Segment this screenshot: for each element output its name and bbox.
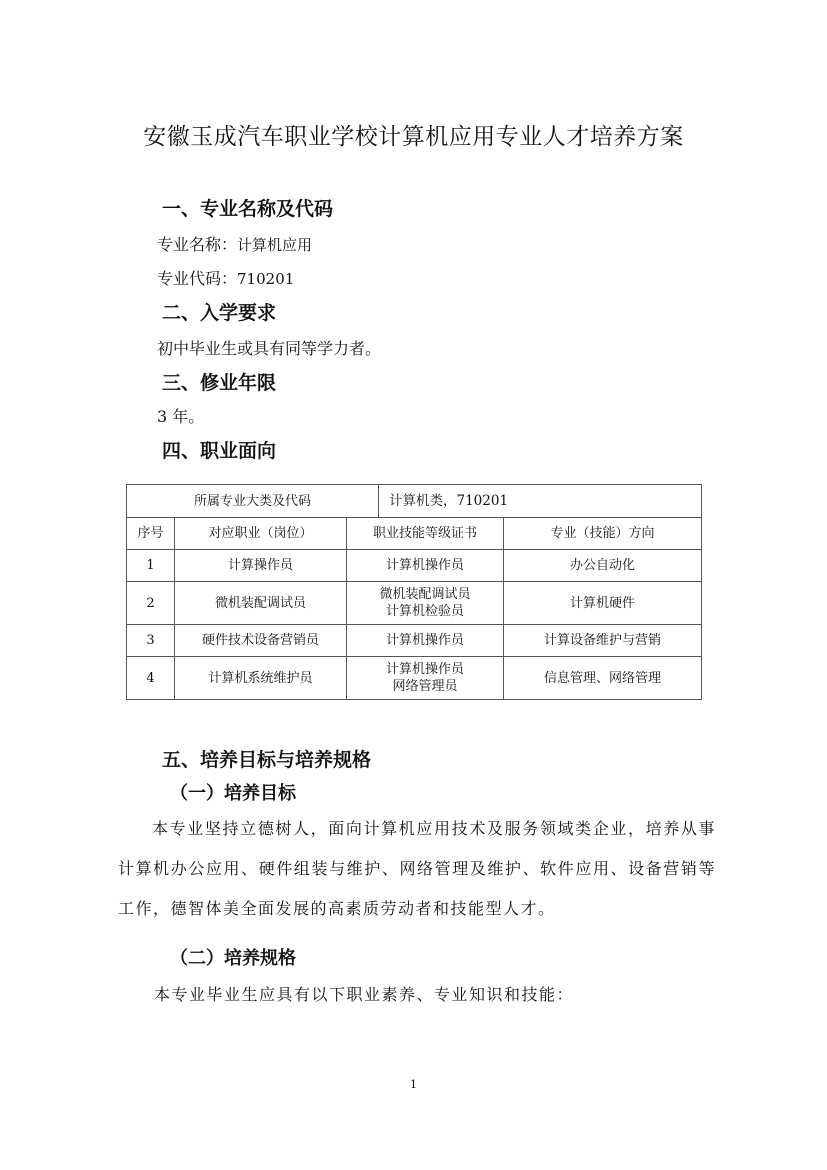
row-no: 3: [127, 625, 175, 657]
row-direction: 办公自动化: [504, 550, 702, 582]
row-cert: [347, 657, 504, 700]
row-job: 硬件技术设备营销员: [175, 625, 347, 657]
table-row: [127, 657, 702, 700]
row-direction: 计算机硬件: [504, 582, 702, 625]
occupation-table-body: [126, 484, 702, 700]
row-cert-1: 计算机操作员: [385, 558, 464, 573]
category-value-cell: 计算机类，710201: [379, 485, 702, 518]
row-job: 计算操作员: [175, 550, 347, 582]
row-cert-2: 网络管理员: [392, 679, 458, 694]
row-no: 4: [127, 657, 175, 700]
section-1-heading: 一、专业名称及代码: [162, 198, 334, 220]
table-row: [127, 625, 702, 657]
row-cert-1: 计算机操作员: [385, 633, 464, 648]
table-row: [127, 550, 702, 582]
section-4-heading: 四、职业面向: [162, 440, 277, 462]
document-title: 安徽玉成汽车职业学校计算机应用专业人才培养方案: [143, 124, 684, 150]
section-2-heading: 二、入学要求: [162, 302, 277, 324]
col-header-job: 对应职业（岗位）: [175, 518, 347, 550]
col-header-direction: 专业（技能）方向: [504, 518, 702, 550]
row-direction: 计算设备维护与营销: [504, 625, 702, 657]
table-header-row: [127, 518, 702, 550]
row-cert: [347, 625, 504, 657]
goal-paragraph: 本专业坚持立德树人，面向计算机应用技术及服务领域类企业，培养从事计算机办公应用、硬件组装与维护、网络管理及维护、软件应用、设备营销等工作，德智体美全面发展的高素质劳动者和技能型人才。: [118, 819, 716, 918]
row-cert: [347, 550, 504, 582]
major-name-line: [157, 232, 312, 255]
admission-text: 初中毕业生或具有同等学力者。: [157, 339, 382, 358]
subsection-spec-heading: （二）培养规格: [170, 948, 296, 969]
row-direction: 信息管理、网络管理: [504, 657, 702, 700]
row-cert: [347, 582, 504, 625]
spec-paragraph: 本专业毕业生应具有以下职业素养、专业知识和技能：: [154, 985, 575, 1004]
row-job: 计算机系统维护员: [175, 657, 347, 700]
subsection-goal-heading: （一）培养目标: [170, 783, 296, 804]
page-number: 1: [410, 1078, 417, 1091]
major-code-label: 专业代码：: [157, 269, 238, 288]
category-label-cell: 所属专业大类及代码: [127, 485, 379, 518]
row-cert-2: 计算机检验员: [385, 604, 464, 619]
row-cert-1: 计算机操作员: [385, 662, 464, 677]
table-row: [127, 582, 702, 625]
major-name-value: 计算机应用: [237, 236, 313, 254]
section-3-heading: 三、修业年限: [162, 372, 277, 394]
row-job: 微机装配调试员: [175, 582, 347, 625]
major-name-label: 专业名称：: [157, 235, 238, 254]
duration-text: 3 年。: [157, 407, 205, 426]
table-row: [127, 485, 702, 518]
row-no: 1: [127, 550, 175, 582]
major-code-value: 710201: [237, 270, 295, 288]
col-header-no: 序号: [127, 518, 175, 550]
major-code-line: [157, 266, 294, 289]
row-no: 2: [127, 582, 175, 625]
row-cert-1: 微机装配调试员: [379, 587, 471, 602]
section-5-heading: 五、培养目标与培养规格: [162, 749, 372, 771]
col-header-cert: 职业技能等级证书: [347, 518, 504, 550]
